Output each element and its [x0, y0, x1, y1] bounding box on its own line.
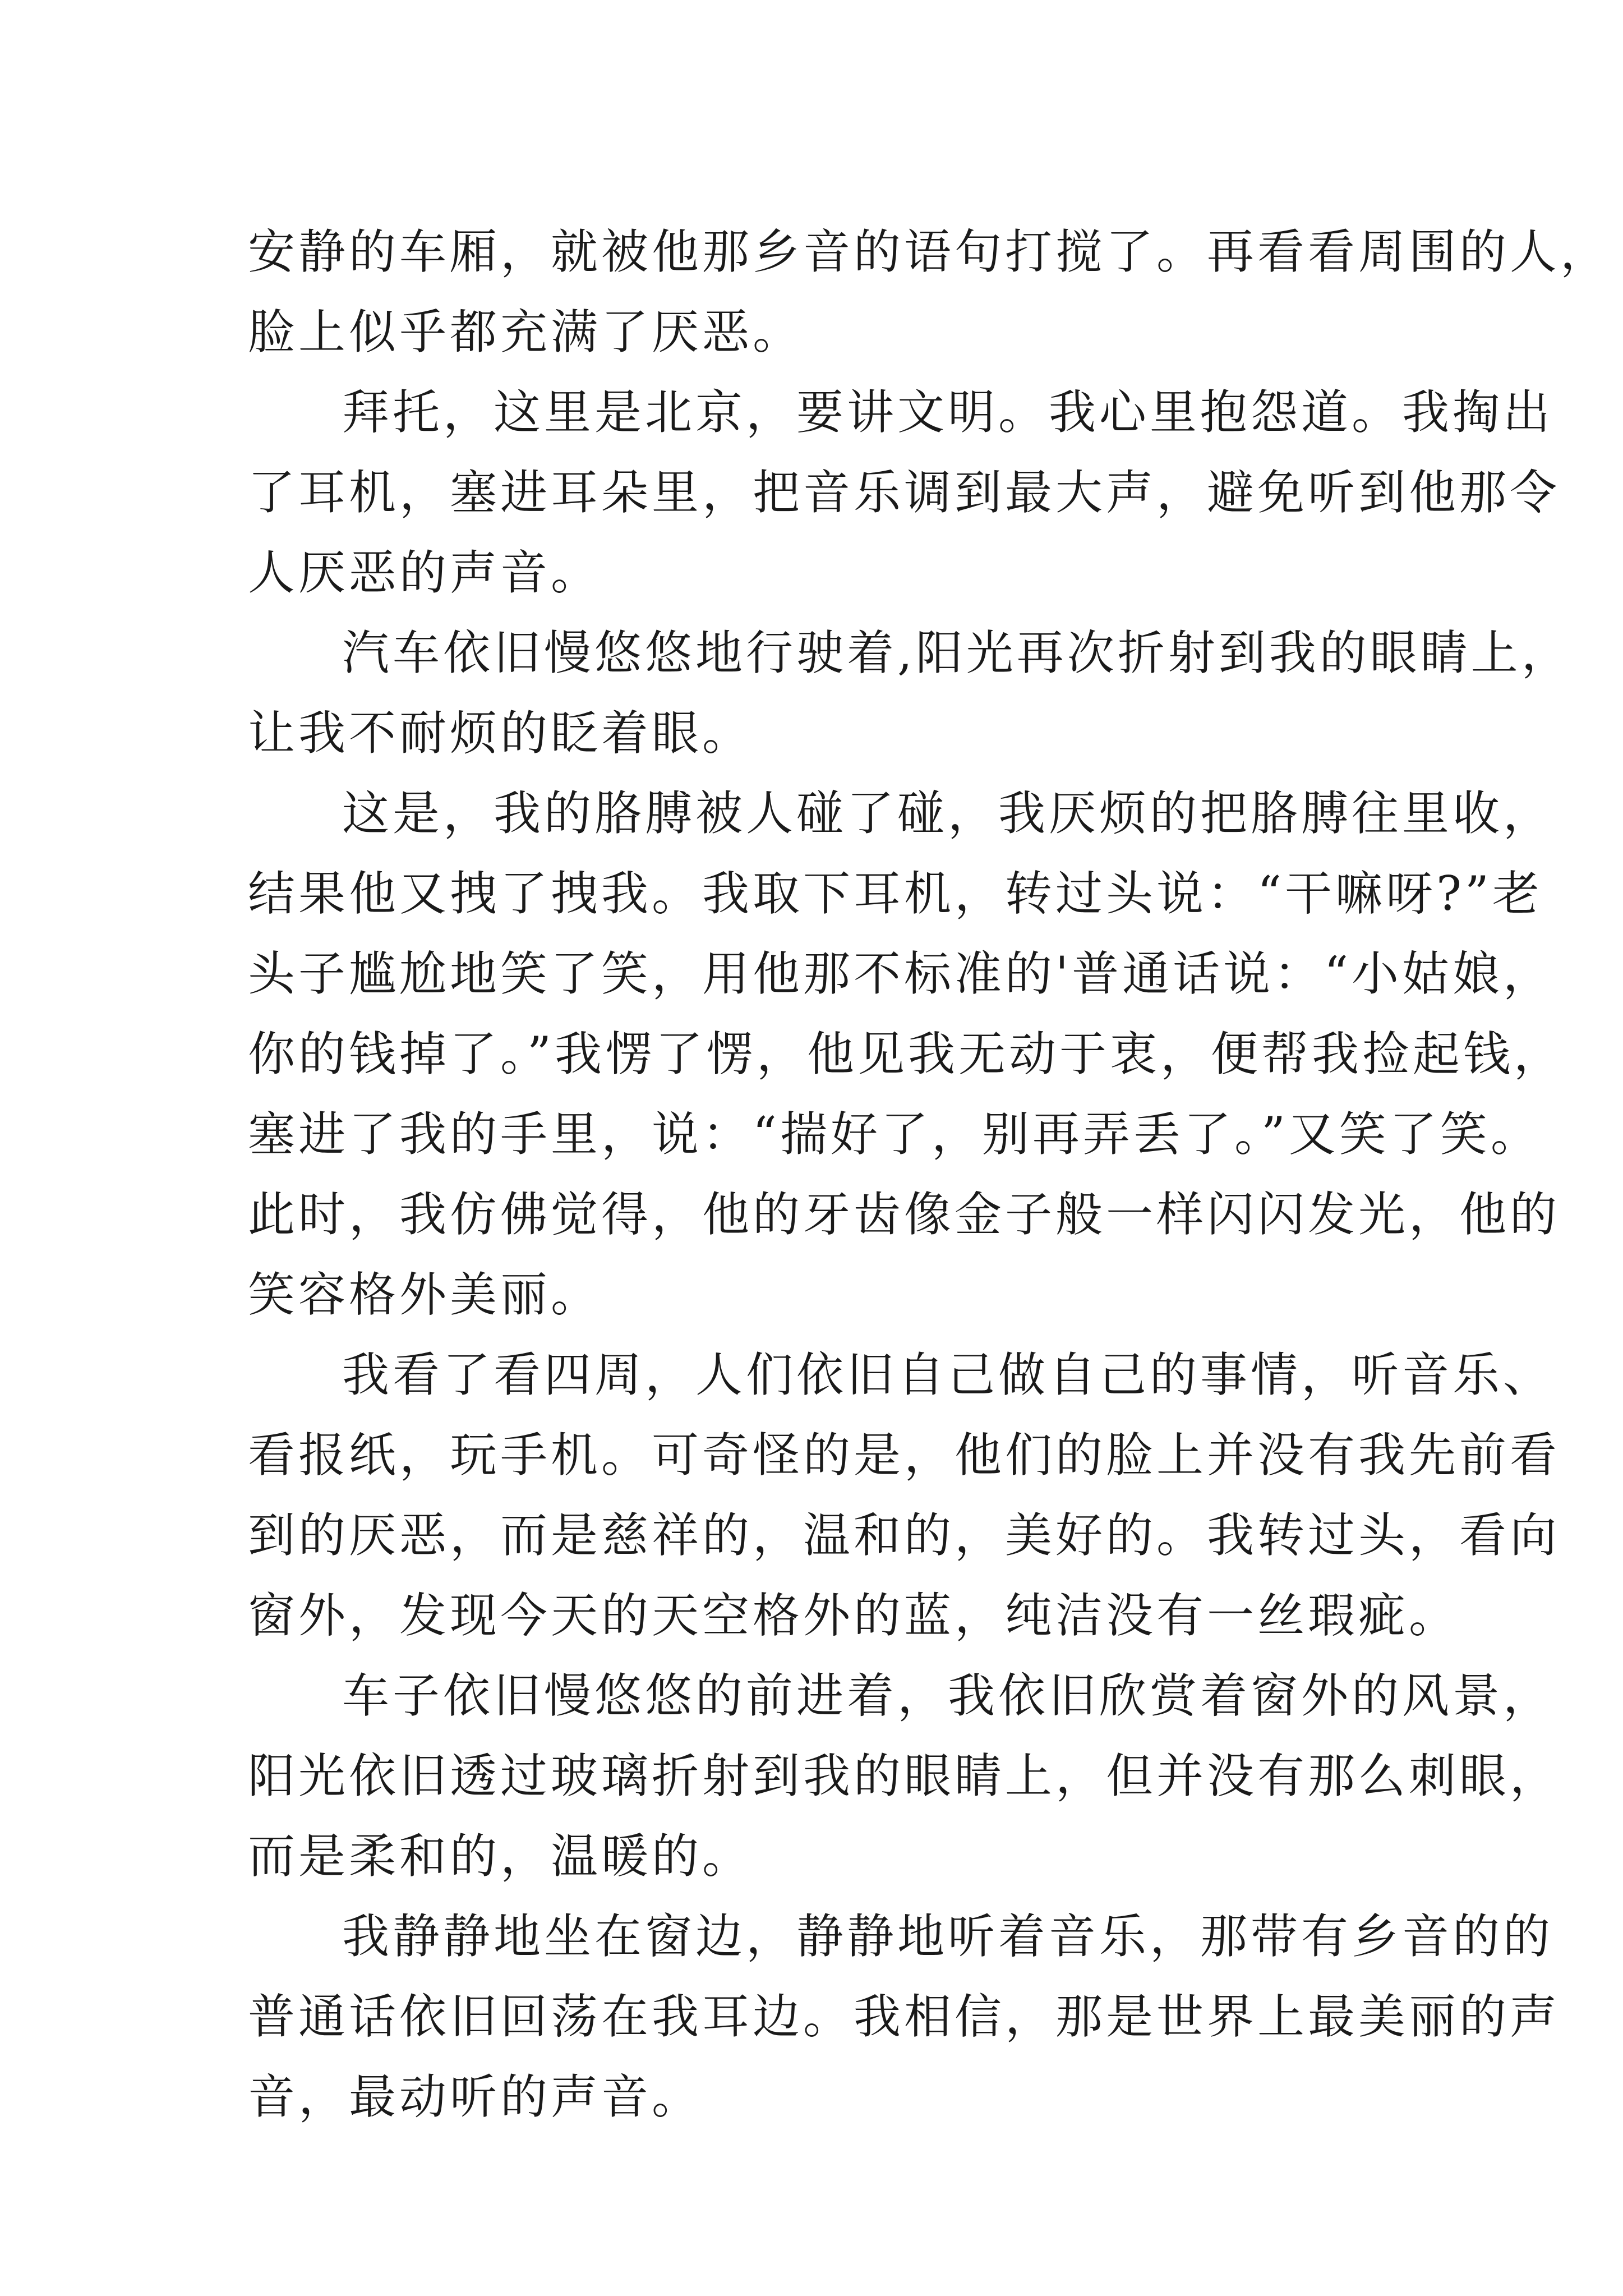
text-line: 拜托，这里是北京，要讲文明。我心里抱怨道。我掏出 [342, 385, 1554, 440]
text-line: 安静的车厢，就被他那乡音的语句打搅了。再看看周围的人， [248, 224, 1611, 279]
paragraph-6 [248, 1656, 1561, 1897]
paragraph-7 [248, 1897, 1561, 2137]
text-line: 了耳机，塞进耳朵里，把音乐调到最大声，避免听到他那令 [248, 465, 1561, 520]
text-line: 看报纸，玩手机。可奇怪的是，他们的脸上并没有我先前看 [248, 1428, 1561, 1483]
text-line: 脸上似乎都充满了厌恶。 [248, 305, 804, 360]
text-line: 你的钱掉了。”我愣了愣，他见我无动于衷，便帮我捡起钱， [248, 1027, 1564, 1082]
text-line: 阳光依旧透过玻璃折射到我的眼睛上，但并没有那么刺眼， [248, 1749, 1561, 1803]
text-line: 人厌恶的声音。 [248, 545, 602, 600]
text-line: 车子依旧慢悠悠的前进着，我依旧欣赏着窗外的风景， [342, 1668, 1554, 1723]
document-body [248, 212, 1611, 2137]
text-line: 让我不耐烦的眨着眼。 [248, 706, 753, 761]
text-line: 塞进了我的手里，说：“揣好了，别再弄丢了。”又笑了笑。 [248, 1107, 1541, 1162]
text-line: 我静静地坐在窗边，静静地听着音乐，那带有乡音的的 [342, 1909, 1554, 1964]
text-line: 头子尴尬地笑了笑，用他那不标准的'普通话说：“小姑娘， [248, 946, 1554, 1001]
text-line: 此时，我仿佛觉得，他的牙齿像金子般一样闪闪发光，他的 [248, 1187, 1561, 1242]
text-line: 音，最动听的声音。 [248, 2069, 703, 2124]
text-line: 结果他又拽了拽我。我取下耳机，转过头说：“干嘛呀?”老 [248, 866, 1543, 921]
paragraph-1 [248, 212, 1611, 372]
text-line: 汽车依旧慢悠悠地行驶着,阳光再次折射到我的眼睛上， [342, 625, 1572, 680]
text-line: 窗外，发现今天的天空格外的蓝，纯洁没有一丝瑕疵。 [248, 1588, 1460, 1643]
text-line: 而是柔和的，温暖的。 [248, 1829, 753, 1884]
paragraph-4 [248, 774, 1564, 1335]
text-line: 笑容格外美丽。 [248, 1267, 602, 1322]
paragraph-2 [248, 372, 1561, 613]
text-line: 我看了看四周，人们依旧自己做自己的事情，听音乐、 [342, 1347, 1554, 1402]
text-line: 普通话依旧回荡在我耳边。我相信，那是世界上最美丽的声 [248, 1989, 1561, 2044]
paragraph-5 [248, 1335, 1561, 1656]
text-line: 到的厌恶，而是慈祥的，温和的，美好的。我转过头，看向 [248, 1508, 1561, 1563]
text-line: 这是，我的胳膊被人碰了碰，我厌烦的把胳膊往里收， [342, 786, 1554, 841]
paragraph-3 [248, 613, 1572, 774]
